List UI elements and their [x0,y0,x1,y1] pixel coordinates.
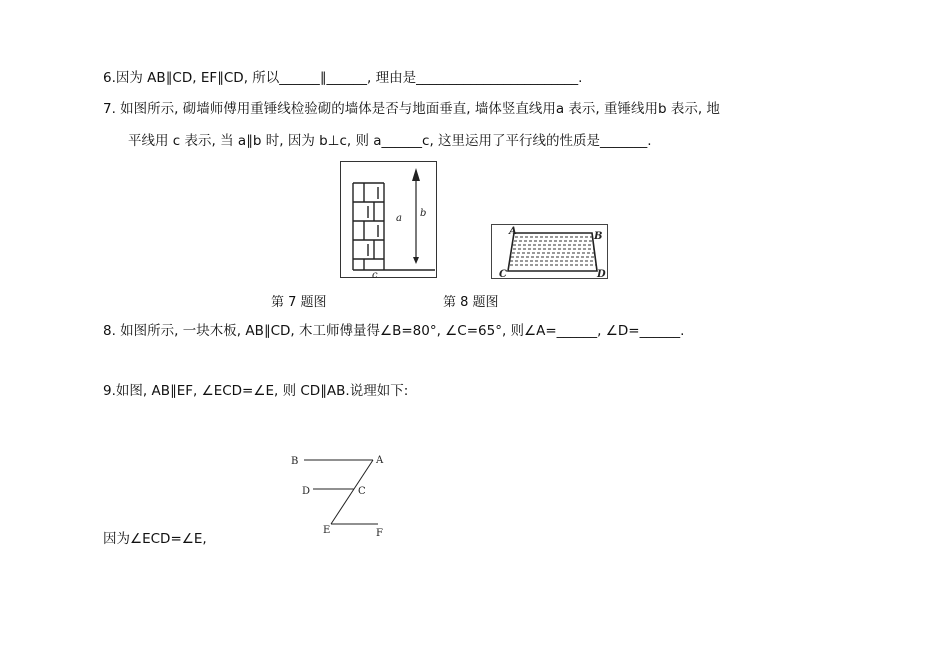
fig9-label-C: C [358,486,366,497]
question-8: 8. 如图所示, 一块木板, AB∥CD, 木工师傅量得∠B=80°, ∠C=65°, 则∠A=______, ∠D=______. [103,323,685,339]
fig7-label-a: a [396,213,402,224]
fig8-label-D: D [597,269,606,280]
figure-7-wall-diagram [340,161,438,279]
fig8-label-C: C [499,269,507,280]
fig9-label-D: D [302,486,311,497]
question-7-line-1: 7. 如图所示, 砌墙师傅用重锤线检验砌的墙体是否与地面垂直, 墙体竖直线用a 表示, 重锤线用b 表示, 地 [103,101,720,117]
fig8-label-B: B [594,231,603,242]
fig9-label-A: A [376,455,384,466]
question-7-line-2: 平线用 c 表示, 当 a∥b 时, 因为 b⊥c, 则 a______c, 这里运用了平行线的性质是_______. [128,133,652,149]
fig7-label-b: b [420,208,427,219]
question-9: 9.如图, AB∥EF, ∠ECD=∠E, 则 CD∥AB.说理如下: [103,383,409,399]
figure-8-caption: 第 8 题图 [443,295,499,310]
fig8-label-A: A [509,226,517,237]
figure-8-board-diagram [491,224,609,280]
fig9-label-F: F [376,528,383,539]
fig9-label-B: B [291,456,299,467]
fig7-label-c: c [372,270,378,281]
question-6: 6.因为 AB∥CD, EF∥CD, 所以______∥______, 理由是________________________. [103,70,583,86]
fig9-label-E: E [323,525,331,536]
figure-7-caption: 第 7 题图 [271,295,327,310]
figure-9-geometry-diagram [288,452,398,542]
question-9-answer-start: 因为∠ECD=∠E, [103,531,207,547]
